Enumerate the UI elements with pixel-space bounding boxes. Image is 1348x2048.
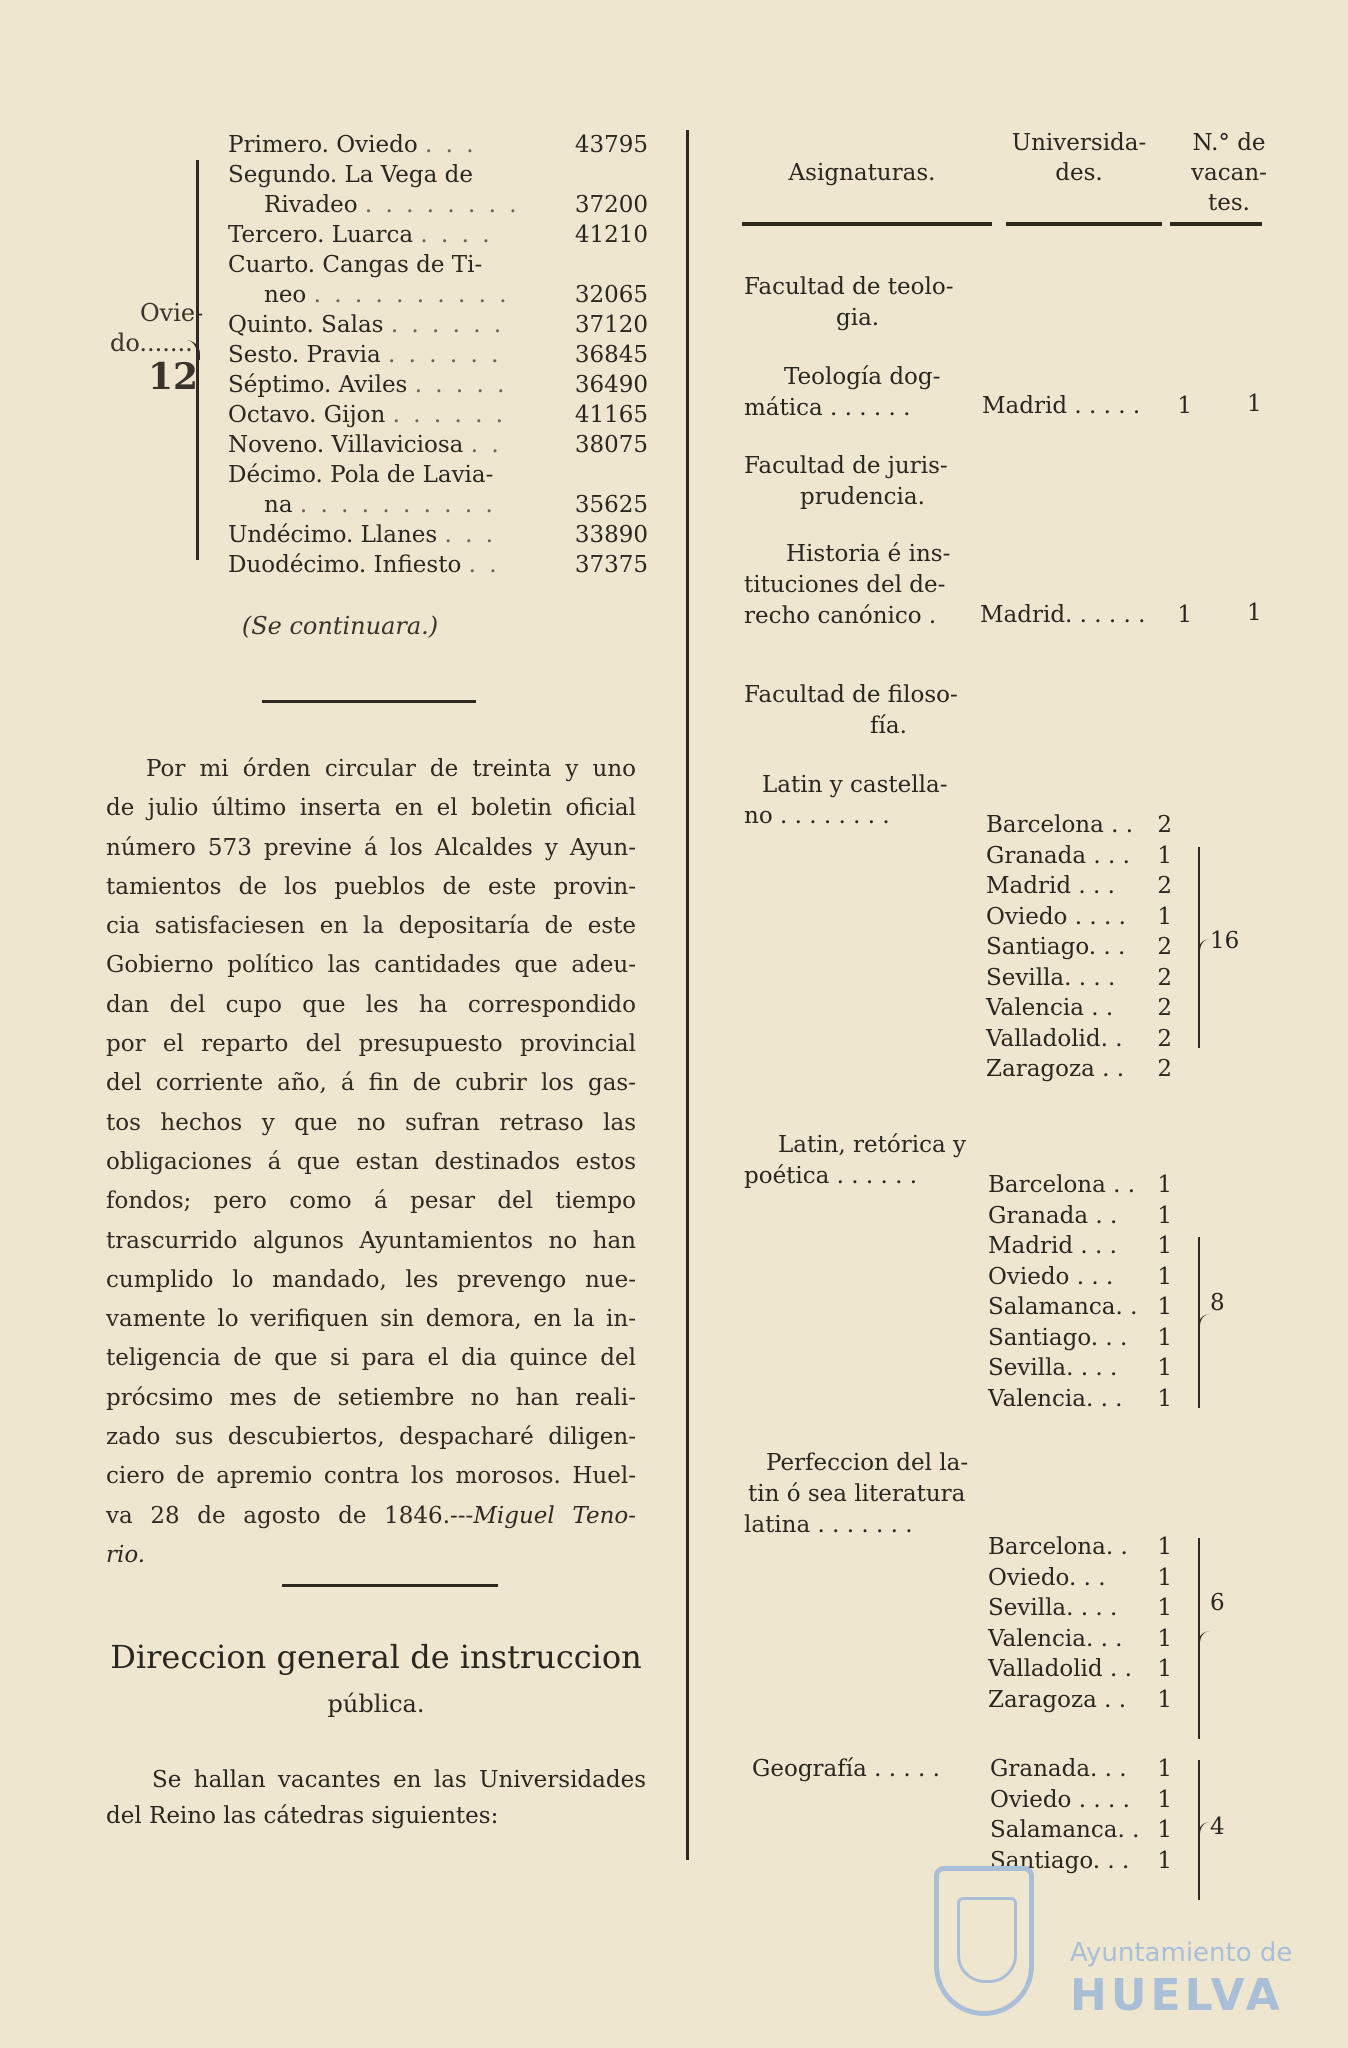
subject-historia: Historia é ins- tituciones del de- recho canónico .	[744, 541, 951, 629]
university-name: Oviedo . . . .	[986, 903, 1126, 930]
district-name: na . . . . . . . . . .	[264, 492, 496, 518]
university-name: Santiago. . .	[986, 934, 1126, 960]
text-line: va 28 de agosto de 1846.---Miguel Teno-	[106, 1502, 637, 1529]
district-label: Ovie- do....... 12	[110, 299, 204, 398]
university-name: Salamanca. .	[988, 1294, 1138, 1320]
section-subtitle: pública.	[327, 1690, 425, 1718]
university-name: Sevilla. . . .	[988, 1355, 1118, 1381]
university-row	[986, 993, 1172, 1024]
vacancy-count: 1	[1157, 1656, 1172, 1682]
district-population: 37120	[574, 312, 648, 338]
university-row	[986, 841, 1172, 872]
section-divider	[282, 1584, 498, 1587]
district-name: Octavo. Gijon . . . . . .	[228, 402, 507, 428]
district-name: Primero. Oviedo . . .	[228, 132, 477, 158]
vacancy-notice	[106, 1762, 646, 1834]
university-row	[990, 1754, 1172, 1785]
university-row	[988, 1532, 1172, 1563]
vacancy-count: 1	[1157, 1355, 1172, 1381]
district-row	[228, 190, 648, 220]
text-line: teligencia de que si para el dia quince del	[106, 1345, 636, 1372]
coat-of-arms-icon	[934, 1866, 1034, 2016]
section-divider	[262, 700, 476, 703]
group-brace	[1180, 1538, 1200, 1739]
vacancy-count: 1	[1157, 1324, 1172, 1351]
text-line: número 573 previne á los Alcaldes y Ayun-	[106, 834, 636, 861]
university-row: Madrid. . . . . . 1	[980, 602, 1192, 628]
district-name: Duodécimo. Infiesto . .	[228, 552, 500, 578]
district-population: 38075	[574, 432, 648, 458]
text-line: vamente lo verifiquen sin demora, en la in-	[106, 1306, 636, 1333]
district-name: Noveno. Villaviciosa . .	[228, 432, 502, 458]
vacancy-count: 1	[1157, 1534, 1172, 1560]
group-brace	[1180, 847, 1200, 1048]
university-name: Granada. . .	[990, 1756, 1127, 1782]
district-row	[228, 310, 648, 340]
vacancy-count: 2	[1157, 1025, 1172, 1052]
vacancy-count: 1	[1157, 1756, 1172, 1782]
university-name: Barcelona . .	[988, 1172, 1136, 1198]
university-row	[986, 810, 1172, 841]
district-row	[228, 430, 648, 460]
archive-watermark: Ayuntamiento de HUELVA	[930, 1866, 1330, 2026]
vacancy-count: 1	[1157, 1263, 1172, 1290]
district-list	[100, 130, 660, 580]
district-population: 43795	[574, 132, 648, 158]
university-row	[988, 1170, 1172, 1201]
text-line: Se hallan vacantes en las Universidades	[152, 1767, 646, 1793]
university-name: Valencia. . .	[988, 1385, 1123, 1412]
district-name: Segundo. La Vega de	[228, 162, 473, 188]
header-universidades: Universida- des.	[1011, 130, 1147, 186]
header-rule	[1170, 222, 1262, 226]
faculty-heading: Facultad de filoso- fía.	[744, 682, 958, 739]
university-row	[988, 1624, 1172, 1655]
text-line: del corriente año, á fin de cubrir los gas-	[106, 1070, 636, 1097]
district-row	[228, 340, 648, 370]
text-line: dan del cupo que les ha correspondido	[106, 991, 636, 1018]
vacancy-count: 1	[1157, 1294, 1172, 1320]
university-name: Madrid . . .	[986, 873, 1115, 899]
subject-perfeccion: Perfeccion del la- tin ó sea literatura latina . . . . . . .	[744, 1450, 969, 1538]
district-population: 36490	[574, 372, 648, 398]
university-name: Zaragoza . .	[986, 1056, 1125, 1082]
section-title: Direccion general de instruccion	[110, 1638, 642, 1676]
header-rule	[1006, 222, 1162, 226]
district-row	[228, 250, 648, 280]
vacancy-count: 1	[1157, 1202, 1172, 1229]
university-row	[986, 1024, 1172, 1055]
university-row	[986, 963, 1172, 994]
subject-geografia: Geografía . . . . .	[752, 1756, 940, 1782]
university-row	[990, 1785, 1172, 1816]
vacancy-count: 1	[1157, 1786, 1172, 1813]
district-population: 36845	[574, 342, 648, 368]
university-row	[988, 1201, 1172, 1232]
subject-teologia: Teología dog- mática . . . . . .	[744, 364, 941, 421]
university-row	[988, 1323, 1172, 1354]
text-line: prócsimo mes de setiembre no han reali-	[106, 1384, 636, 1411]
text-line: de julio último inserta en el boletin oficial	[106, 795, 636, 822]
district-brace	[196, 160, 213, 560]
university-name: Oviedo. . .	[988, 1564, 1106, 1591]
district-name: Undécimo. Llanes . . .	[228, 522, 497, 548]
university-row	[988, 1685, 1172, 1716]
district-row	[228, 160, 648, 190]
vacancy-count: 2	[1157, 873, 1172, 899]
continuation-note: (Se continuara.)	[241, 612, 439, 640]
university-name: Granada . .	[988, 1202, 1118, 1229]
header-vacantes: N.° de vacan- tes.	[1191, 130, 1267, 216]
vacancy-total: 8	[1210, 1290, 1225, 1316]
text-line: zado sus descubiertos, despacharé diligen-	[106, 1424, 636, 1451]
faculty-heading: Facultad de teolo- gia.	[744, 274, 954, 331]
vacancy-count: 2	[1157, 995, 1172, 1021]
district-row	[228, 490, 648, 520]
district-name: Décimo. Pola de Lavia-	[228, 462, 494, 488]
district-number: 12	[148, 356, 199, 398]
university-name: Valencia. . .	[988, 1625, 1123, 1652]
university-name: Valladolid . .	[988, 1656, 1132, 1682]
district-row	[228, 280, 648, 310]
district-population: 32065	[574, 282, 648, 308]
district-name: Séptimo. Aviles . . . . .	[228, 372, 508, 398]
text-line: trascurrido algunos Ayuntamientos no han	[106, 1227, 636, 1254]
district-row	[228, 220, 648, 250]
subject-latin-retorica: Latin, retórica y poética . . . . . .	[744, 1132, 966, 1189]
district-population: 41165	[574, 402, 648, 428]
text-line: cia satisfaciesen en la depositaría de este	[106, 913, 636, 940]
university-row	[988, 1292, 1172, 1323]
district-rows	[228, 130, 648, 580]
university-row	[986, 871, 1172, 902]
signature: rio.	[106, 1541, 146, 1568]
university-row	[990, 1815, 1172, 1846]
university-name: Oviedo . . .	[988, 1263, 1114, 1290]
text-line: tos hechos y que no sufran retraso las	[106, 1109, 636, 1136]
district-row	[228, 550, 648, 580]
university-row	[986, 902, 1172, 933]
district-name: Cuarto. Cangas de Ti-	[228, 252, 483, 278]
vacancy-count: 1	[1157, 1595, 1172, 1621]
district-row	[228, 460, 648, 490]
vacancy-count: 1	[1157, 1385, 1172, 1412]
vacancy-count: 1	[1157, 1686, 1172, 1713]
district-name: Rivadeo . . . . . . . .	[264, 192, 520, 218]
university-row	[988, 1593, 1172, 1624]
district-row	[228, 520, 648, 550]
district-name: neo . . . . . . . . . .	[264, 282, 510, 308]
district-row	[228, 370, 648, 400]
text-line: tamientos de los pueblos de este provin-	[106, 873, 636, 900]
university-row	[988, 1563, 1172, 1594]
district-row	[228, 130, 648, 160]
district-row	[228, 400, 648, 430]
text-line: fondos; pero como á pesar del tiempo	[106, 1188, 636, 1215]
subject-latin-castellano: Latin y castella- no . . . . . . . .	[744, 772, 948, 829]
district-name: Sesto. Pravia . . . . . .	[228, 342, 502, 368]
university-name: Sevilla. . . .	[988, 1595, 1118, 1621]
university-row	[988, 1384, 1172, 1415]
university-row	[988, 1353, 1172, 1384]
header-asignaturas: Asignaturas.	[788, 160, 936, 186]
district-population: 37200	[574, 192, 648, 218]
university-name: Madrid . . .	[988, 1233, 1117, 1259]
district-population: 41210	[574, 222, 648, 248]
group-brace	[1180, 1237, 1200, 1408]
university-name: Valladolid. .	[986, 1025, 1123, 1052]
vacancy-total: 1	[1247, 391, 1262, 417]
vacancy-total: 4	[1210, 1814, 1225, 1840]
university-name: Granada . . .	[986, 842, 1130, 869]
signature: Miguel Teno-	[473, 1502, 637, 1529]
university-name: Barcelona. .	[988, 1534, 1128, 1560]
vacancy-count: 2	[1157, 934, 1172, 960]
university-row	[986, 1054, 1172, 1085]
university-name: Oviedo . . . .	[990, 1786, 1130, 1813]
vacancy-count: 1	[1157, 842, 1172, 869]
vacancy-total: 1	[1247, 600, 1262, 626]
text-line: del Reino las cátedras siguientes:	[106, 1803, 499, 1829]
university-row	[988, 1231, 1172, 1262]
vacancy-count: 2	[1157, 1056, 1172, 1082]
university-name: Santiago. . .	[990, 1847, 1130, 1874]
column-divider	[686, 130, 689, 1860]
university-row: Madrid . . . . . 1	[982, 393, 1192, 419]
district-population: 37375	[574, 552, 648, 578]
district-population: 35625	[574, 492, 648, 518]
university-name: Zaragoza . .	[988, 1686, 1127, 1713]
university-name: Santiago. . .	[988, 1324, 1128, 1351]
faculty-heading: Facultad de juris- prudencia.	[744, 453, 948, 510]
district-name: Quinto. Salas . . . . . .	[228, 312, 505, 338]
university-name: Valencia . .	[986, 995, 1114, 1021]
text-line: obligaciones á que estan destinados estos	[106, 1148, 636, 1175]
university-name: Salamanca. .	[990, 1817, 1140, 1843]
vacancy-count: 2	[1157, 812, 1172, 838]
vacancy-total: 6	[1210, 1590, 1225, 1616]
university-name: Sevilla. . . .	[986, 964, 1116, 991]
vacancy-count: 1	[1157, 1233, 1172, 1259]
vacancy-count: 1	[1157, 1172, 1172, 1198]
vacancy-count: 1	[1157, 903, 1172, 930]
text-line: Gobierno político las cantidades que adeu-	[106, 952, 636, 979]
vacancy-total: 16	[1210, 928, 1240, 954]
university-name: Barcelona . .	[986, 812, 1134, 838]
university-row	[986, 932, 1172, 963]
text-line	[106, 1536, 636, 1575]
district-population: 33890	[574, 522, 648, 548]
vacancy-count: 2	[1157, 964, 1172, 991]
university-row	[988, 1654, 1172, 1685]
university-row	[988, 1262, 1172, 1293]
vacancy-count: 1	[1157, 1817, 1172, 1843]
circular-text	[106, 750, 636, 1575]
vacancy-count: 1	[1157, 1625, 1172, 1652]
vacancy-count: 1	[1157, 1564, 1172, 1591]
district-name: Tercero. Luarca . . . .	[228, 222, 493, 248]
text-line: cumplido lo mandado, les prevengo nue-	[106, 1266, 636, 1293]
header-rule	[742, 222, 992, 226]
vacancy-count: 1	[1157, 1847, 1172, 1874]
text-line: Por mi órden circular de treinta y uno	[146, 756, 636, 782]
text-line: por el reparto del presupuesto provincial	[106, 1031, 636, 1058]
text-line: ciero de apremio contra los morosos. Huel-	[106, 1463, 636, 1490]
